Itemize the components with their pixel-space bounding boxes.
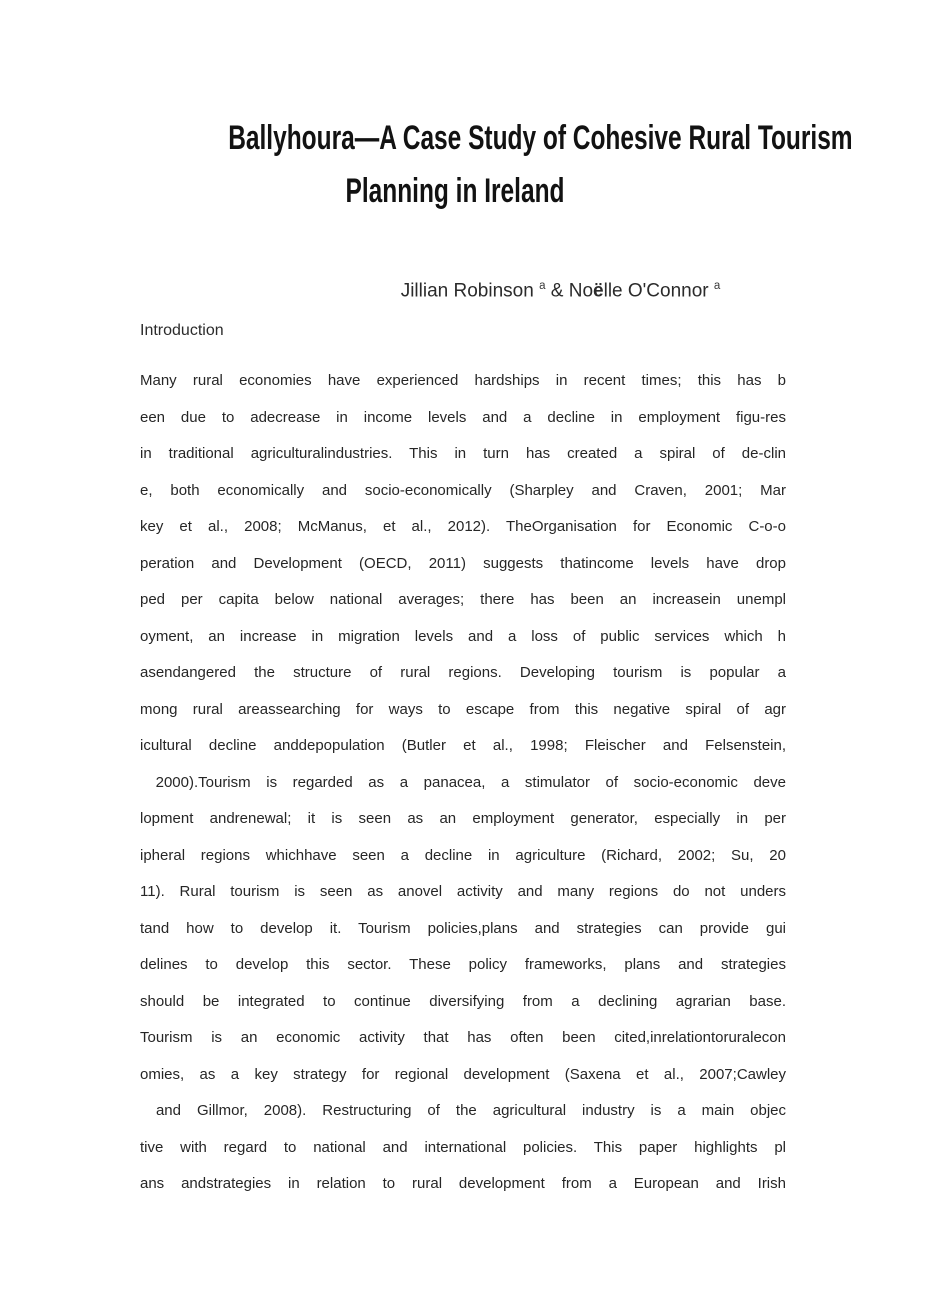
- title-line-1: Ballyhoura—A Case Study of Cohesive Rural Tourism: [228, 119, 853, 157]
- paragraph-line: oyment, an increase in migration levels and a loss of public services which h: [140, 627, 786, 645]
- paragraph-line: 11). Rural tourism is seen as anovel activity and many regions do not unders: [140, 883, 786, 901]
- paragraph-line: mong rural areassearching for ways to escape from this negative spiral of agr: [140, 700, 786, 718]
- paragraph-line: Tourism is an economic activity that has often been cited,inrelationtoruralecon: [140, 1029, 786, 1047]
- page-content: [0, 112, 926, 1203]
- author-line: [140, 273, 786, 304]
- section-heading-introduction: Introduction: [140, 322, 224, 340]
- paragraph-line: tive with regard to national and international policies. This paper highlights pl: [140, 1138, 786, 1156]
- paragraph-line: e, both economically and socio-economically (Sharpley and Craven, 2001; Mar: [140, 481, 786, 499]
- paragraph-line: Many rural economies have experienced hardships in recent times; this has b: [140, 372, 786, 390]
- paragraph-line: in traditional agriculturalindustries. This in turn has created a spiral of de-clin: [140, 445, 786, 463]
- paragraph-line: icultural decline anddepopulation (Butler et al., 1998; Fleischer and Felsenstein,: [140, 737, 786, 755]
- paragraph-line: 2000).Tourism is regarded as a panacea, a stimulator of socio-economic deve: [140, 773, 786, 791]
- paragraph-line: key et al., 2008; McManus, et al., 2012). TheOrganisation for Economic C-o-o: [140, 518, 786, 536]
- paragraph-line: lopment andrenewal; it is seen as an employment generator, especially in per: [140, 810, 786, 828]
- paragraph-line: should be integrated to continue diversifying from a declining agrarian base.: [140, 992, 786, 1010]
- paragraph-line: asendangered the structure of rural regions. Developing tourism is popular a: [140, 664, 786, 682]
- author-name-first: Jillian Robinson: [400, 280, 534, 302]
- paragraph-line: delines to develop this sector. These policy frameworks, plans and strategies: [140, 956, 786, 974]
- paragraph-line: ans andstrategies in relation to rural development from a European and Irish: [140, 1175, 786, 1193]
- document-title: [228, 112, 853, 218]
- paragraph-line: omies, as a key strategy for regional development (Saxena et al., 2007;Cawley: [140, 1065, 786, 1083]
- author-name-second-prefix: No: [568, 280, 594, 302]
- paragraph-line: ipheral regions whichhave seen a decline in agriculture (Richard, 2002; Su, 20: [140, 846, 786, 864]
- paragraph-line: peration and Development (OECD, 2011) suggests thatincome levels have drop: [140, 554, 786, 572]
- author-separator-ampersand: &: [550, 280, 564, 302]
- author-name-second-suffix: lle O'Connor: [603, 280, 709, 302]
- author-affiliation-superscript-1: a: [539, 280, 546, 292]
- introduction-paragraph: [140, 363, 786, 1203]
- paragraph-line: tand how to develop it. Tourism policies,plans and strategies can provide gui: [140, 919, 786, 937]
- paragraph-line: een due to adecrease in income levels and a decline in employment figu-res: [140, 408, 786, 426]
- paragraph-line: and Gillmor, 2008). Restructuring of the agricultural industry is a main objec: [140, 1102, 786, 1120]
- author-affiliation-superscript-2: a: [713, 280, 721, 292]
- title-line-2: Planning in Ireland: [345, 172, 565, 210]
- author-name-second: [569, 280, 709, 301]
- paragraph-line: ped per capita below national averages; there has been an increasein unempl: [140, 591, 786, 609]
- author-name-second-bold-char: ë: [593, 280, 604, 302]
